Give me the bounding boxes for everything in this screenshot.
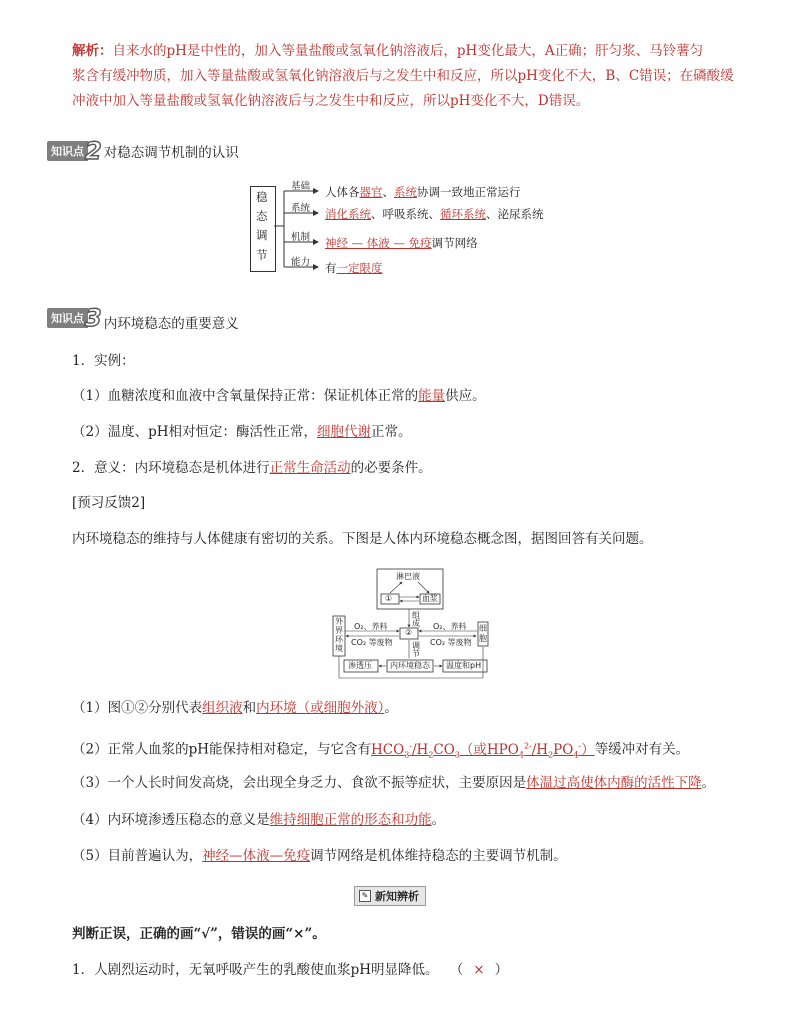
fig-circle1: ① — [385, 594, 393, 603]
xinzhi-banner — [354, 886, 426, 906]
branch-label-mechanism: 机制 — [291, 232, 311, 243]
fig-jie: 节 — [412, 649, 420, 658]
fig-outer-3: 境 — [335, 644, 343, 653]
feedback-q1: （1）图①②分别代表组织液和内环境（或细胞外液）。 — [72, 700, 398, 716]
fig-zu: 组 — [412, 611, 420, 620]
fig-cell-0: 细 — [479, 624, 487, 633]
fig-circle2: ② — [405, 628, 413, 637]
diagram-row3: 神经 — 体液 — 免疫调节网络 — [325, 236, 478, 250]
fig-cell-1: 胞 — [479, 634, 487, 643]
fig-cheng: 成 — [412, 619, 420, 628]
edit-note-icon: ✎ — [359, 890, 371, 902]
fig-temp: 温度和pH — [446, 661, 482, 670]
feedback-q4: （4）内环境渗透压稳态的意义是维持细胞正常的形态和功能。 — [72, 812, 446, 828]
fig-outer-0: 外 — [335, 617, 343, 626]
fig-plasma: 血浆 — [422, 594, 438, 603]
section2-title: 对稳态调节机制的认识 — [103, 145, 239, 161]
fig-osm: 渗透压 — [348, 661, 372, 670]
feedback-heading: [预习反馈2] — [72, 495, 146, 511]
section3-sub1: （1）血糖浓度和血液中含氧量保持正常：保证机体正常的能量供应。 — [72, 388, 486, 404]
diagram-row2: 消化系统、呼吸系统、循环系统、泌尿系统 — [325, 207, 544, 221]
fig-homeo: 内环境稳态 — [390, 661, 430, 670]
judge-heading: 判断正误，正确的画“√”，错误的画“×”。 — [72, 926, 326, 942]
section2-tag: 知识点 — [47, 141, 88, 161]
left-char-2: 调 — [256, 228, 268, 242]
section3-title: 内环境稳态的重要意义 — [103, 316, 239, 332]
diagram-row4: 有一定限度 — [325, 261, 383, 275]
section2-heading — [47, 137, 239, 165]
section3-item2: 2．意义：内环境稳态是机体进行正常生命活动的必要条件。 — [72, 460, 432, 476]
fig-co2-left: CO₂ 等废物 — [351, 638, 393, 647]
feedback-q2: （2）正常人血浆的pH能保持相对稳定，与它含有$HCO_3^-/H_2CO_3$（或$HPO_4^{2-}/H_2PO_4^-$）等缓冲对有关。 — [72, 741, 690, 760]
fig-tiao: 调 — [412, 641, 420, 650]
left-char-1: 态 — [256, 209, 268, 223]
section3-number: 3 — [85, 304, 102, 332]
left-char-0: 稳 — [256, 190, 268, 204]
judge-item1: 1．人剧烈运动时，无氧呼吸产生的乳酸使血浆pH明显降低。 （ × ） — [72, 962, 509, 978]
analysis-line2: 浆含有缓冲物质，加入等量盐酸或氢氧化钠溶液后与之发生中和反应，所以pH变化不大，B、C错误；在磷酸缓 — [72, 68, 734, 84]
branch-label-capacity: 能力 — [291, 257, 311, 268]
feedback-intro: 内环境稳态的维持与人体健康有密切的关系。下图是人体内环境稳态概念图，据图回答有关问题。 — [72, 531, 653, 547]
diagram-row1: 人体各器官、系统协调一致地正常运行 — [325, 185, 521, 199]
branch-label-basis: 基础 — [291, 181, 311, 192]
left-char-3: 节 — [256, 248, 268, 262]
analysis-line3: 冲液中加入等量盐酸或氢氧化钠溶液后与之发生中和反应，所以pH变化不大，D错误。 — [72, 93, 590, 109]
feedback-q5: （5）目前普遍认为，神经—体液—免疫调节网络是机体维持稳态的主要调节机制。 — [72, 848, 567, 864]
analysis-label: 解析： — [72, 43, 113, 59]
fig-outer-2: 环 — [335, 635, 343, 644]
feedback-q3: （3）一个人长时间发高烧，会出现全身乏力、食欲不振等症状，主要原因是体温过高使体内酶的活性下降。 — [72, 775, 716, 791]
concept-figure — [330, 566, 490, 680]
fig-o2-left: O₂、养料 — [354, 622, 388, 631]
fig-co2-right: CO₂ 等废物 — [430, 638, 472, 647]
section3-item1: 1．实例： — [72, 353, 135, 369]
section2-number: 2 — [85, 137, 102, 165]
fig-o2-right: O₂、养料 — [433, 622, 467, 631]
section3-tag: 知识点 — [47, 308, 88, 328]
fig-lymph: 淋巴液 — [396, 572, 420, 581]
analysis-line1: 解析：自来水的pH是中性的，加入等量盐酸或氢氧化钠溶液后，pH变化最大，A正确；肝匀浆、马铃薯匀 — [72, 43, 704, 59]
section3-sub2: （2）温度、pH相对恒定：酶活性正常，细胞代谢正常。 — [72, 424, 412, 440]
branch-label-system: 系统 — [291, 203, 311, 214]
xinzhi-label: 新知辨析 — [375, 890, 419, 903]
fig-outer-1: 界 — [335, 626, 343, 635]
section3-heading — [47, 304, 239, 332]
